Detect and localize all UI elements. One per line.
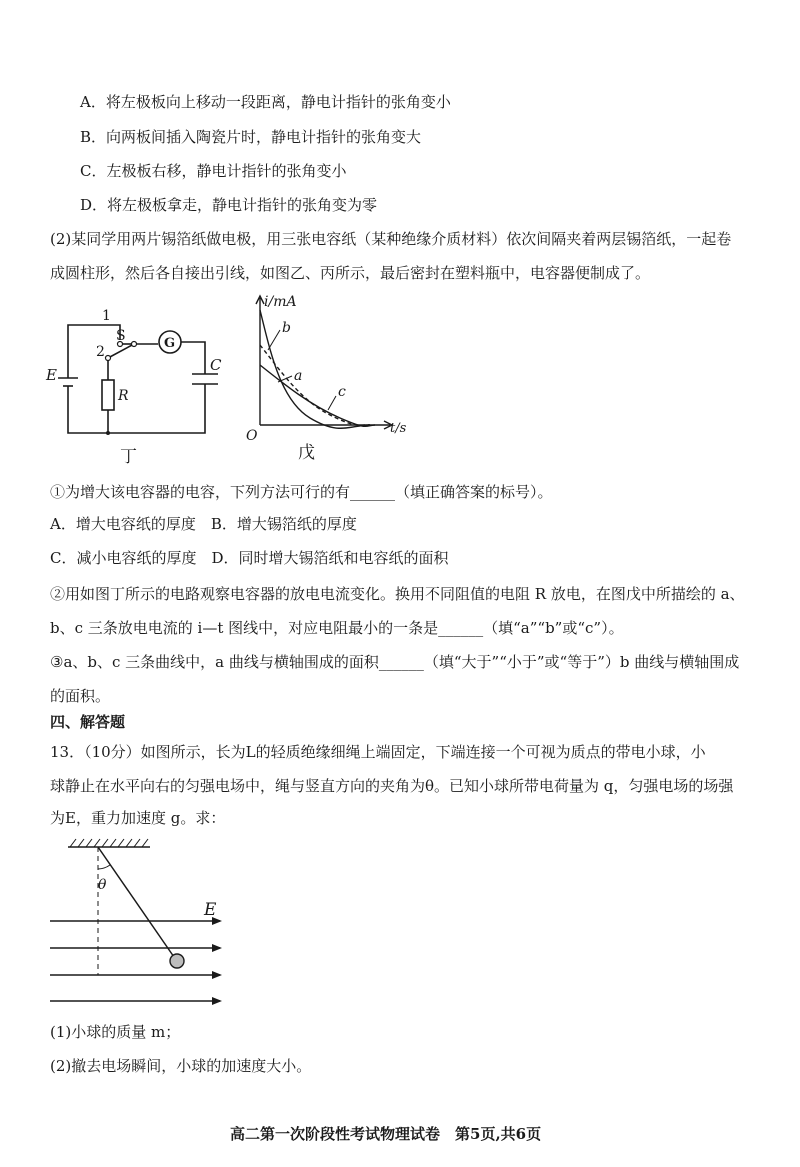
curve-c-label: c — [338, 384, 346, 400]
q13-part1: (1)小球的质量 m； — [50, 1023, 181, 1041]
part2-intro-line1: (2)某同学用两片锡箔纸做电极，用三张电容纸（某种绝缘介质材料）依次间隔夹着两层锡箔纸，一起卷 — [50, 230, 732, 248]
field-label: E — [204, 900, 217, 920]
sub3-line2: 的面积。 — [50, 687, 111, 705]
resistor-label: R — [118, 388, 129, 404]
curve-b — [260, 310, 370, 428]
sub1-options-row2: C．减小电容纸的厚度 D．同时增大锡箔纸和电容纸的面积 — [50, 549, 449, 567]
option-d: D．将左极板拿走，静电计指针的张角变为零 — [80, 196, 378, 214]
sub3-line1: ③a、b、c 三条曲线中，a 曲线与横轴围成的面积______（填“大于”“小于”或“等于”）b 曲线与横轴围成 — [50, 653, 740, 671]
switch-pos1-label: 1 — [102, 308, 111, 324]
y-axis-label: i/mA — [264, 294, 297, 310]
curve-a — [260, 345, 370, 425]
switch-pos2-label: 2 — [96, 344, 105, 360]
circuit-caption: 丁 — [120, 447, 137, 467]
option-b: B．向两板间插入陶瓷片时，静电计指针的张角变大 — [80, 128, 422, 146]
q13-line3: 为E，重力加速度 g。求： — [50, 809, 226, 827]
sub1-question: ①为增大该电容器的电容，下列方法可行的有______（填正确答案的标号）。 — [50, 483, 553, 501]
q13-part2: (2)撤去电场瞬间，小球的加速度大小。 — [50, 1057, 312, 1075]
curve-a-label: a — [294, 368, 303, 384]
angle-label: θ — [98, 877, 107, 893]
curve-b-label: b — [282, 320, 291, 336]
switch-label: S — [116, 328, 126, 344]
sub2-line1: ②用如图丁所示的电路观察电容器的放电电流变化。换用不同阻值的电阻 R 放电，在图戊中所描绘的 a、 — [50, 585, 745, 603]
battery-label: E — [46, 366, 57, 384]
q13-line1: 13．（10分）如图所示，长为L的轻质绝缘细绳上端固定，下端连接一个可视为质点的带电小球，小 — [50, 743, 706, 761]
option-c: C．左极板右移，静电计指针的张角变小 — [80, 162, 347, 180]
part2-intro-line2: 成圆柱形，然后各自接出引线，如图乙、丙所示，最后密封在塑料瓶中，电容器便制成了。 — [50, 264, 651, 282]
circuit-diagram — [40, 300, 240, 470]
current-time-graph — [240, 290, 410, 470]
sub2-line2: b、c 三条放电电流的 i—t 图线中，对应电阻最小的一条是______（填“a”“b”或“c”）。 — [50, 619, 624, 637]
q13-line2: 球静止在水平向右的匀强电场中，绳与竖直方向的夹角为θ。已知小球所带电荷量为 q，匀强电场的场强 — [50, 777, 734, 795]
origin-label: O — [246, 428, 258, 444]
option-a: A．将左极板向上移动一段距离，静电计指针的张角变小 — [80, 93, 451, 111]
capacitor-label: C — [210, 356, 222, 374]
x-axis-label: t/s — [390, 421, 407, 436]
section-title: 四、解答题 — [50, 713, 126, 731]
curve-c — [260, 365, 375, 426]
page-footer: 高二第一次阶段性考试物理试卷 第5页,共6页 — [230, 1125, 542, 1143]
galvanometer-label: G — [164, 336, 176, 351]
graph-caption: 戊 — [298, 443, 315, 463]
sub1-options-row1: A．增大电容纸的厚度 B．增大锡箔纸的厚度 — [50, 515, 357, 533]
pendulum-diagram — [40, 835, 240, 1015]
